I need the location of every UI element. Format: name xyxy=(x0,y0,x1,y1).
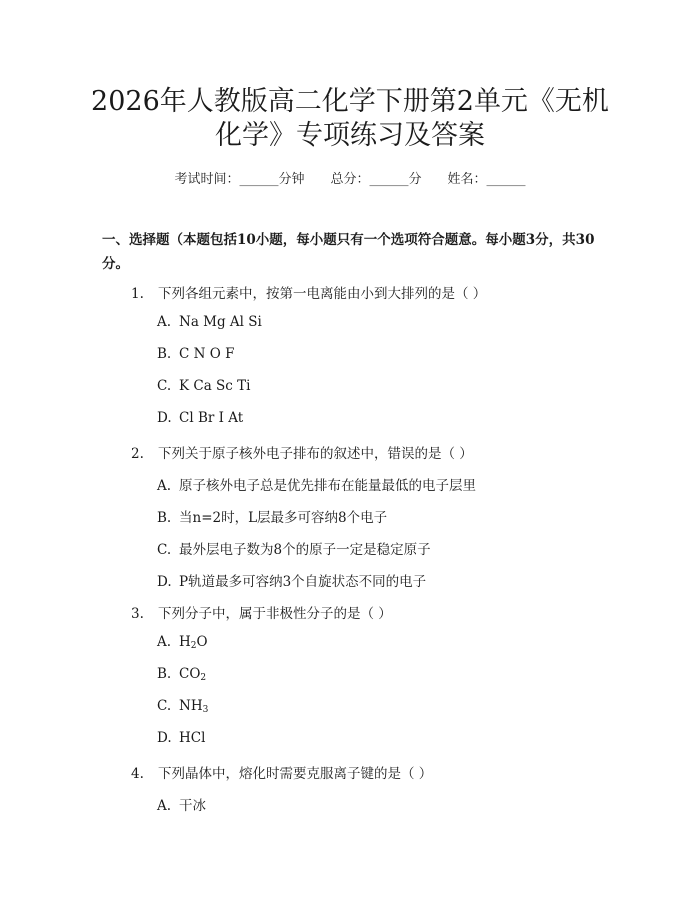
option-4a: A. 干冰 xyxy=(157,798,206,814)
option-2b: B. 当n=2时，L层最多可容纳8个电子 xyxy=(157,510,388,526)
question-2 xyxy=(131,442,473,462)
question-number: 2. xyxy=(131,446,144,462)
time-unit: 分钟 xyxy=(278,172,305,187)
option-2a: A. 原子核外电子总是优先排布在能量最低的电子层里 xyxy=(157,478,476,494)
question-number: 1. xyxy=(131,286,144,302)
time-blank: ______ xyxy=(239,172,279,187)
option-3c: C. $NH_3$ xyxy=(157,698,209,715)
option-2d: D. P轨道最多可容纳3个自旋状态不同的电子 xyxy=(157,574,427,590)
document-title-line-2: 化学》专项练习及答案 xyxy=(215,120,485,151)
score-blank: ______ xyxy=(369,172,409,187)
question-number: 4. xyxy=(131,766,144,782)
question-number: 3. xyxy=(131,606,144,622)
option-1d: D. Cl Br I At xyxy=(157,410,244,426)
option-3b: B. $CO_2$ xyxy=(157,666,207,683)
option-1b: B. C N O F xyxy=(157,346,235,362)
name-label: 姓名： xyxy=(447,172,487,187)
question-3 xyxy=(131,602,392,622)
option-1a: A. Na Mg Al Si xyxy=(157,314,262,330)
question-text: 下列晶体中，熔化时需要克服离子键的是（ ） xyxy=(158,766,433,782)
option-3a: A. $H_2O$ xyxy=(157,634,208,651)
section-heading: 一、选择题（本题包括10小题，每小题只有一个选项符合题意。每小题3分，共30分。 xyxy=(102,232,595,272)
score-label: 总分： xyxy=(330,172,370,187)
question-text: 下列分子中，属于非极性分子的是（ ） xyxy=(158,606,392,622)
option-3d: D. HCl xyxy=(157,730,206,746)
question-4 xyxy=(131,762,432,782)
option-2c: C. 最外层电子数为8个的原子一定是稳定原子 xyxy=(157,542,431,558)
document-title-line-1: 2026年人教版高二化学下册第2单元《无机 xyxy=(91,86,609,117)
time-label: 考试时间： xyxy=(174,172,240,187)
name-blank: ______ xyxy=(486,172,526,187)
exam-info-line xyxy=(0,168,700,187)
score-unit: 分 xyxy=(408,172,422,187)
question-text: 下列关于原子核外电子排布的叙述中，错误的是（ ） xyxy=(158,446,473,462)
option-1c: C. K Ca Sc Ti xyxy=(157,378,251,394)
question-1 xyxy=(131,282,486,302)
question-text: 下列各组元素中，按第一电离能由小到大排列的是（ ） xyxy=(158,286,487,302)
